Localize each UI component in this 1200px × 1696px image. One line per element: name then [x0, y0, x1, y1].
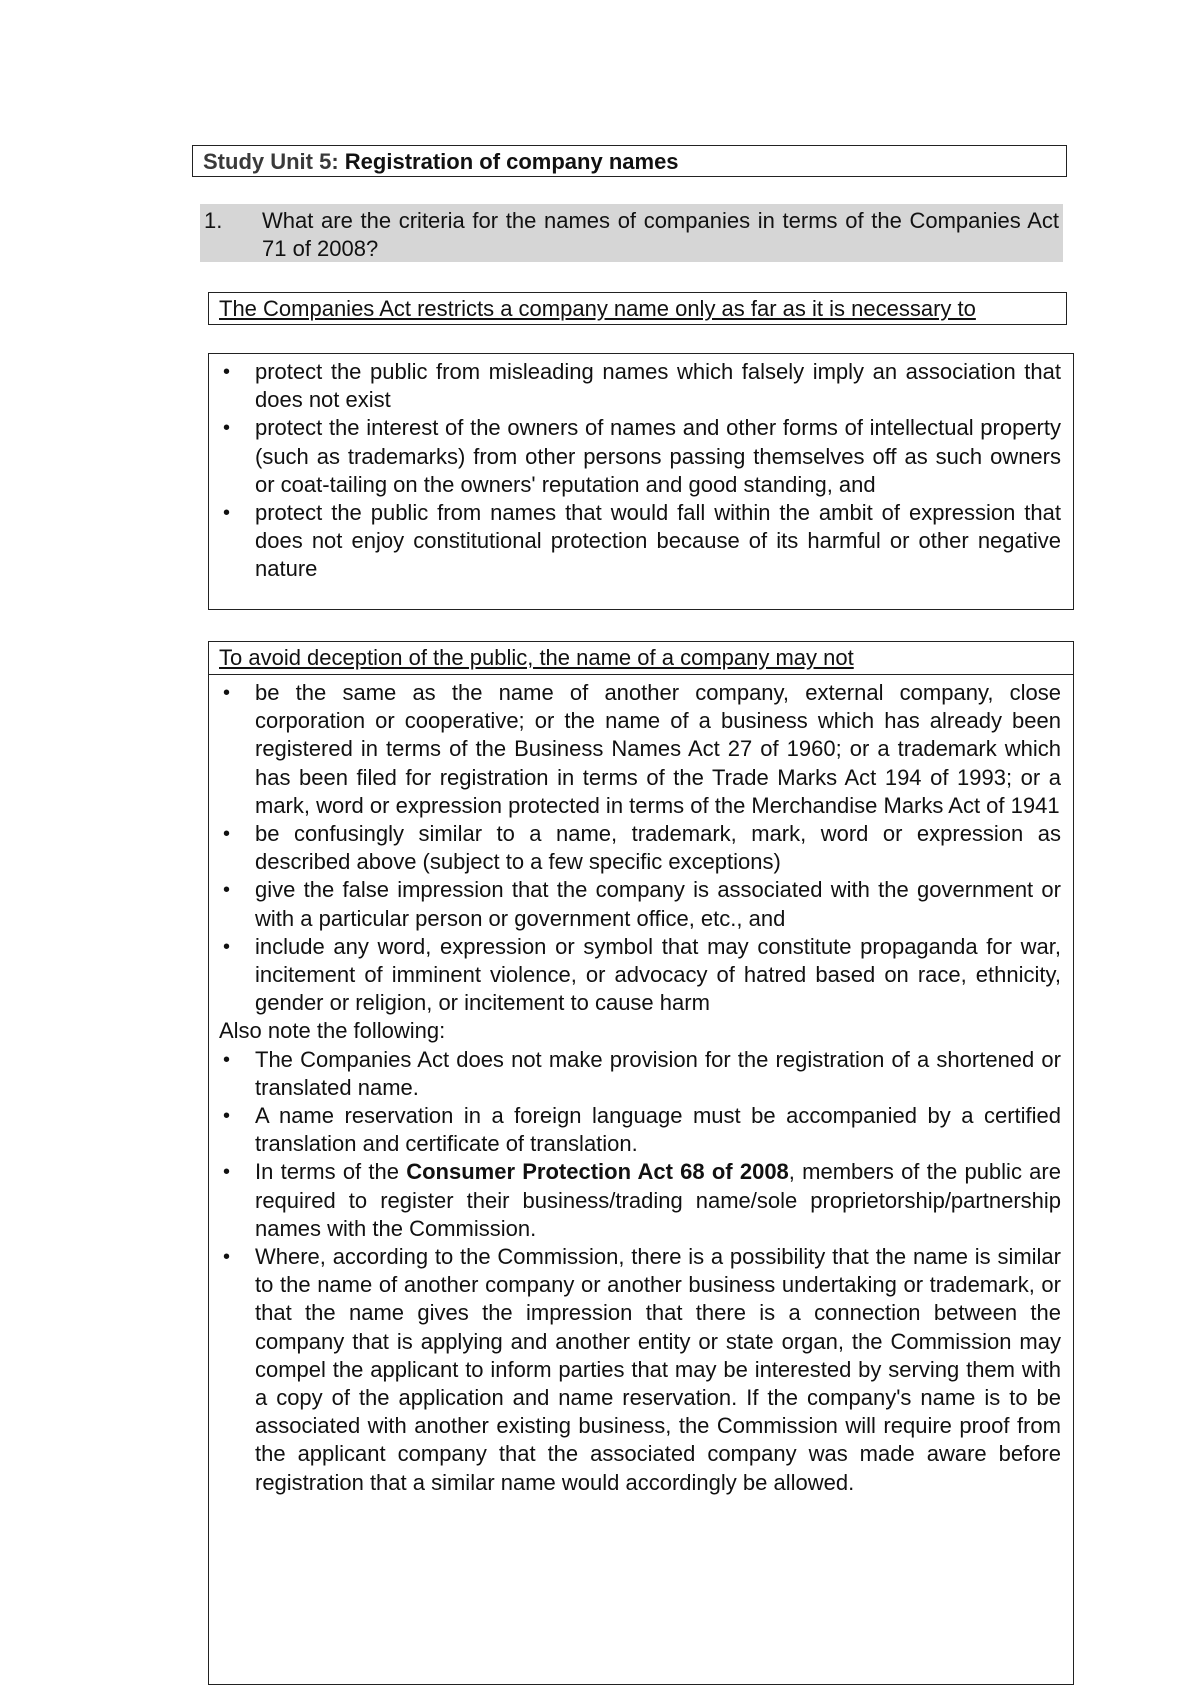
- question-text: What are the criteria for the names of companies in terms of the Companies Act 71 of 2008?: [262, 208, 1059, 261]
- bullet-icon: •: [223, 682, 231, 704]
- bullet-icon: •: [223, 502, 231, 525]
- also-note-label: Also note the following:: [219, 1018, 446, 1044]
- bullet-icon: •: [223, 1161, 231, 1184]
- deception-heading: To avoid deception of the public, the name of a company may not: [208, 641, 1074, 675]
- study-unit-header: [192, 145, 1067, 177]
- bullet-icon: •: [223, 823, 231, 846]
- intro-statement: The Companies Act restricts a company name only as far as it is necessary to: [208, 292, 1067, 325]
- bullet-icon: •: [223, 1105, 231, 1128]
- list-item: • A name reservation in a foreign language must be accompanied by a certified translation and certificate of translation.: [223, 1103, 1061, 1157]
- restrictions-list: [219, 358, 1061, 584]
- list-item: • include any word, expression or symbol that may constitute propaganda for war, incitement of imminent violence, or advocacy of hatred based on race, ethnicity, gender or religion, or incitement to cause harm: [223, 933, 1061, 1016]
- deception-list: [219, 679, 1061, 1017]
- unit-prefix: Study Unit 5:: [203, 149, 339, 174]
- list-item: • be confusingly similar to a name, trademark, mark, word or expression as described above (subject to a few specific exceptions): [223, 821, 1061, 875]
- list-item: • protect the public from names that would fall within the ambit of expression that does not enjoy constitutional protection because of its harmful or other negative nature: [223, 500, 1061, 582]
- question-block: [200, 204, 1063, 262]
- list-item: • Where, according to the Commission, there is a possibility that the name is similar to the name of another company or another business undertaking or trademark, or that the name gives the impression that there is a connection between the company that is applying and another entity or state organ, the Commission may compel the applicant to inform parties that may be interested by serving them with a copy of the application and name reservation. If the company's name is to be associated with another existing business, the Commission will require proof from the applicant company that the associated company was made aware before registration that a similar name would accordingly be allowed.: [223, 1244, 1061, 1495]
- unit-title: Registration of company names: [344, 149, 679, 174]
- list-item: • In terms of the Consumer Protection Act 68 of 2008, members of the public are required to register their business/trading name/sole proprietorship/partnership names with the Commission.: [223, 1159, 1061, 1241]
- bullet-icon: •: [223, 879, 231, 902]
- list-item: • be the same as the name of another company, external company, close corporation or cooperative; or the name of a business which has already been registered in terms of the Business Names Act 27 of 1960; or a trademark which has been filed for registration in terms of the Trade Marks Act 194 of 1993; or a mark, word or expression protected in terms of the Merchandise Marks Act of 1941: [223, 680, 1061, 818]
- act-name: Consumer Protection Act 68 of 2008: [406, 1159, 789, 1185]
- bullet-icon: •: [223, 417, 231, 440]
- bullet-icon: •: [223, 1246, 231, 1269]
- deception-box: [208, 674, 1074, 1685]
- bullet-icon: •: [223, 935, 231, 958]
- list-item: • protect the public from misleading names which falsely imply an association that does not exist: [223, 359, 1061, 413]
- list-item: • The Companies Act does not make provision for the registration of a shortened or translated name.: [223, 1046, 1061, 1100]
- bullet-icon: •: [223, 361, 231, 383]
- notes-list: [219, 1046, 1061, 1497]
- list-item: • protect the interest of the owners of names and other forms of intellectual property (such as trademarks) from other persons passing themselves off as such owners or coat-tailing on the owners' reputation and good standing, and: [223, 415, 1061, 497]
- question-number: 1.: [204, 208, 223, 233]
- bullet-icon: •: [223, 1048, 231, 1071]
- list-item: • give the false impression that the company is associated with the government or with a particular person or government office, etc., and: [223, 877, 1061, 931]
- restrictions-box: [208, 353, 1074, 610]
